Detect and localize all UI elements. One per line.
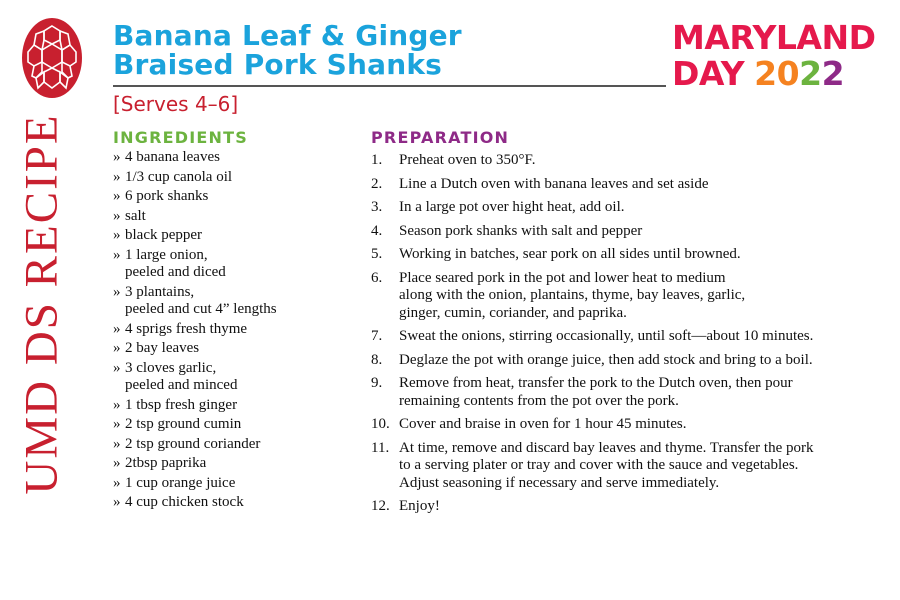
- recipe-title: [113, 21, 462, 79]
- step-text: In a large pot over hight heat, add oil.: [399, 199, 625, 215]
- ingredient-text: 2 bay leaves: [125, 340, 200, 356]
- ingredient-item: [113, 360, 358, 395]
- logo-line-day-year: [672, 56, 875, 92]
- ingredient-bullet: »: [113, 416, 121, 432]
- step-text: Place seared pork in the pot and lower heat to medium along with the onion, plantains, thyme, bay leaves, garlic, ginger, cumin, coriander, and paprika.: [399, 269, 746, 321]
- title-divider: [113, 85, 666, 87]
- preparation-step: [371, 152, 891, 170]
- preparation-step: [371, 176, 891, 194]
- ingredient-bullet: »: [113, 227, 121, 243]
- step-number: 8.: [371, 351, 383, 368]
- ingredient-item: [113, 455, 358, 473]
- ingredient-item: [113, 227, 358, 245]
- ingredient-text: 4 sprigs fresh thyme: [125, 320, 248, 337]
- ingredient-bullet: »: [113, 396, 121, 413]
- recipe-title-line2: Braised Pork Shanks: [113, 48, 443, 81]
- ingredient-bullet: »: [113, 188, 121, 204]
- ingredient-bullet: »: [113, 435, 121, 452]
- logo-line-maryland: MARYLAND: [672, 18, 876, 57]
- ingredient-bullet: »: [113, 207, 121, 224]
- preparation-steps: [371, 152, 891, 522]
- step-text: Cover and braise in oven for 1 hour 45 minutes.: [399, 416, 687, 432]
- step-text: Deglaze the pot with orange juice, then add stock and bring to a boil.: [399, 351, 813, 368]
- preparation-step: [371, 375, 891, 410]
- ingredient-text: black pepper: [125, 227, 203, 243]
- step-text: Season pork shanks with salt and pepper: [399, 222, 643, 239]
- preparation-step: [371, 498, 891, 516]
- ingredients-heading: INGREDIENTS: [113, 128, 248, 147]
- step-text: At time, remove and discard bay leaves and thyme. Transfer the pork to a serving plater or tray and cover with the sauce and vegetables. Adjust seasoning if necessary and serve immediately.: [399, 439, 814, 491]
- step-text: Working in batches, sear pork on all sides until browned.: [399, 246, 741, 262]
- step-text: Enjoy!: [399, 498, 440, 514]
- preparation-step: [371, 246, 891, 264]
- ingredient-item: [113, 169, 358, 187]
- step-text: Sweat the onions, stirring occasionally, until soft—about 10 minutes.: [399, 328, 814, 344]
- ingredient-bullet: »: [113, 283, 121, 300]
- ingredient-text: 1 cup orange juice: [125, 474, 236, 491]
- logo-word-day: DAY: [672, 54, 745, 93]
- step-number: 11.: [371, 439, 390, 456]
- logo-year-digit: 2: [821, 54, 845, 93]
- preparation-step: [371, 223, 891, 241]
- ingredient-item: [113, 208, 358, 226]
- turtle-shell-logo-icon: [20, 16, 84, 100]
- ingredient-item: [113, 494, 358, 512]
- ingredient-text: salt: [125, 207, 146, 224]
- logo-year: [754, 54, 844, 93]
- logo-year-digit: 0: [776, 54, 800, 93]
- ingredient-item: [113, 340, 358, 358]
- ingredient-item: [113, 247, 358, 282]
- ingredient-text: 1/3 cup canola oil: [125, 168, 233, 185]
- preparation-step: [371, 328, 891, 346]
- step-number: 1.: [371, 152, 383, 168]
- step-number: 6.: [371, 269, 383, 286]
- ingredient-text: 4 cup chicken stock: [125, 494, 244, 510]
- ingredient-text: 1 large onion, peeled and diced: [125, 246, 226, 280]
- ingredient-bullet: »: [113, 246, 121, 263]
- ingredient-text: 1 tbsp fresh ginger: [125, 396, 238, 413]
- step-number: 10.: [371, 416, 390, 432]
- preparation-step: [371, 199, 891, 217]
- ingredient-item: [113, 475, 358, 493]
- ingredient-text: 4 banana leaves: [125, 149, 220, 165]
- preparation-step: [371, 440, 891, 493]
- step-number: 9.: [371, 375, 383, 391]
- step-number: 4.: [371, 222, 383, 239]
- ingredient-text: 2tbsp paprika: [125, 455, 207, 471]
- step-text: Line a Dutch oven with banana leaves and set aside: [399, 175, 709, 192]
- ingredient-bullet: »: [113, 359, 121, 376]
- ingredient-bullet: »: [113, 455, 121, 471]
- preparation-step: [371, 416, 891, 434]
- step-number: 12.: [371, 498, 390, 514]
- step-text: Preheat oven to 350°F.: [399, 152, 536, 168]
- ingredient-item: [113, 416, 358, 434]
- side-label-text: UMD DS RECIPE: [16, 113, 69, 495]
- step-number: 5.: [371, 246, 383, 262]
- ingredient-bullet: »: [113, 474, 121, 491]
- step-number: 2.: [371, 175, 383, 192]
- serves-label: [Serves 4–6]: [113, 92, 239, 116]
- ingredient-text: 6 pork shanks: [125, 188, 209, 204]
- step-number: 7.: [371, 328, 383, 344]
- step-text: Remove from heat, transfer the pork to the Dutch oven, then pour remaining contents from the pot over the pork.: [399, 375, 793, 409]
- ingredient-item: [113, 436, 358, 454]
- preparation-step: [371, 270, 891, 323]
- ingredient-item: [113, 397, 358, 415]
- ingredient-text: 2 tsp ground cumin: [125, 416, 242, 432]
- preparation-heading: PREPARATION: [371, 128, 510, 147]
- side-label-umd-ds-recipe: [12, 104, 72, 504]
- ingredient-text: 2 tsp ground coriander: [125, 435, 261, 452]
- logo-year-digit: 2: [754, 54, 777, 93]
- ingredient-bullet: »: [113, 149, 121, 165]
- logo-year-digit: 2: [799, 54, 822, 93]
- ingredient-text: 3 plantains, peeled and cut 4” lengths: [125, 283, 277, 317]
- ingredient-bullet: »: [113, 320, 121, 337]
- ingredients-list: [113, 149, 358, 514]
- step-number: 3.: [371, 199, 383, 215]
- ingredient-text: 3 cloves garlic, peeled and minced: [125, 359, 238, 393]
- ingredient-item: [113, 321, 358, 339]
- ingredient-item: [113, 149, 358, 167]
- preparation-step: [371, 352, 891, 370]
- ingredient-bullet: »: [113, 340, 121, 356]
- ingredient-item: [113, 188, 358, 206]
- ingredient-bullet: »: [113, 168, 121, 185]
- ingredient-bullet: »: [113, 494, 121, 510]
- ingredient-item: [113, 284, 358, 319]
- maryland-day-logo: [672, 20, 875, 92]
- recipe-title-line1: Banana Leaf & Ginger: [113, 19, 462, 52]
